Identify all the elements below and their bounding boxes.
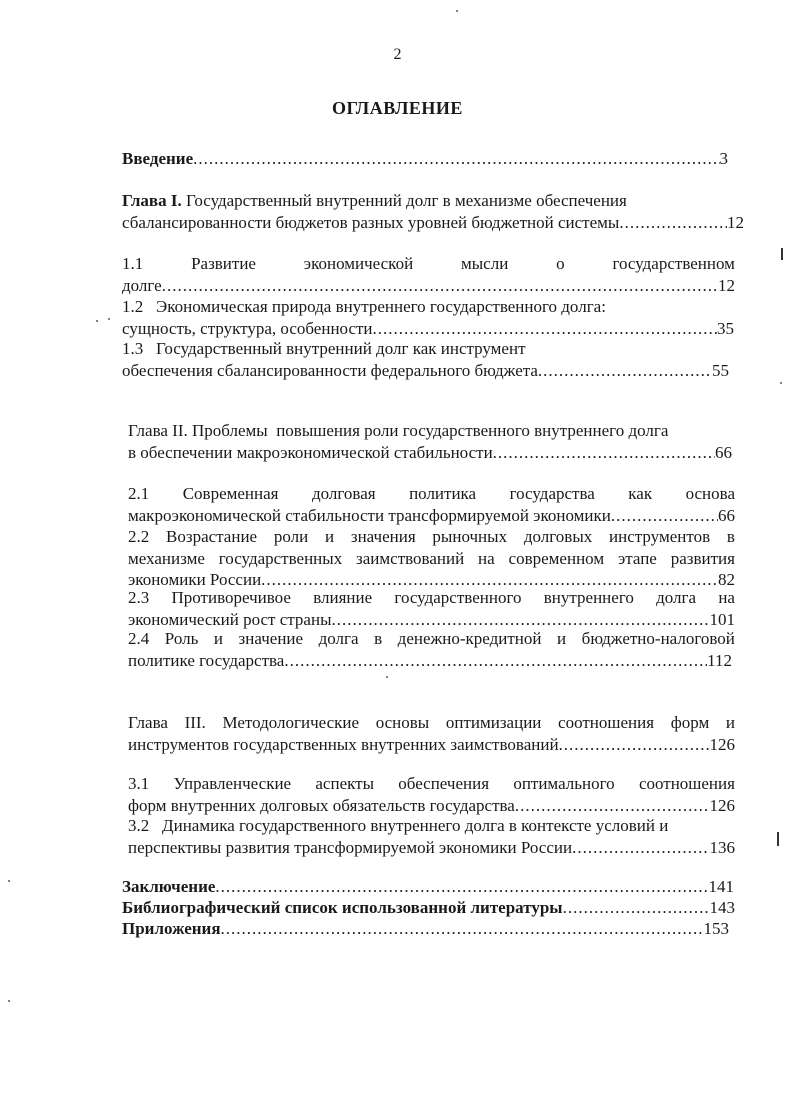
section-number: 1.3 [122,339,144,358]
chapter-2-title-line2: в обеспечении макроэкономической стабильности [128,442,493,462]
word: мысли [461,254,509,273]
leader-dots [572,837,709,859]
leader-dots [515,795,710,817]
word: бюджетно-налоговой [581,629,735,648]
word: механизме [128,548,205,568]
word: государства [509,484,595,503]
section-number: 2.3 [128,588,150,607]
toc-conclusion[interactable] [122,876,734,898]
toc-section-3-1[interactable] [128,773,735,816]
section-title-end: долге [122,275,162,295]
scan-mark [777,832,779,846]
section-page: 101 [709,609,735,629]
appendix-page: 153 [703,919,729,938]
section-title-end: политике государства [128,650,285,670]
toc-section-2-3[interactable] [128,587,735,630]
section-title-end: форм внутренних долговых обязательств государства [128,795,515,815]
section-title-end: сущность, структура, особенности [122,318,373,338]
section-number: 2.2 [128,527,150,546]
bibliography-page: 143 [709,898,735,917]
chapter-2-title-line1: Глава II. Проблемы повышения роли государственного внутреннего долга [128,421,669,440]
leader-dots [373,318,717,340]
word: роли [273,527,309,546]
leader-dots [221,918,704,940]
chapter-3-title-line2: инструментов государственных внутренних заимствований [128,734,559,754]
chapter-1-title-line2: сбалансированности бюджетов разных уровней бюджетной системы [122,212,620,232]
page-number: 2 [393,46,402,63]
word: долга [656,588,697,607]
word: аспекты [315,774,374,793]
leader-dots [559,734,710,756]
word: и [557,629,567,648]
section-page: 112 [707,650,732,670]
section-number: 2.4 [128,629,150,648]
word: внутреннего [543,588,634,607]
word: основа [685,484,735,503]
section-number: 1.1 [122,254,144,273]
section-title-end: экономический рост страны [128,609,332,629]
word: основы [375,713,430,732]
section-title-end: перспективы развития трансформируемой экономики России [128,837,573,857]
section-number: 2.1 [128,484,150,503]
word: Методологические [222,713,360,732]
word: оптимального [513,774,615,793]
leader-dots [611,505,718,527]
scan-speck [8,880,10,882]
section-number: 3.1 [128,774,150,793]
word: влияние [313,588,373,607]
word: и [725,713,735,732]
section-title-line1: Динамика государственного внутреннего долга в контексте условий и [162,816,669,835]
intro-label: Введение [122,149,194,168]
section-title-line1: Государственный внутренний долг как инструмент [156,339,526,358]
word: Противоречивое [171,588,291,607]
page-title: ОГЛАВЛЕНИЕ [332,98,463,118]
section-number: 3.2 [128,816,150,835]
scan-speck [386,676,388,678]
chapter-1-title-line1: Государственный внутренний долг в механизме обеспечения [185,191,627,210]
word: политика [409,484,477,503]
word: Роль [164,629,199,648]
section-title-end: экономики России [128,570,262,589]
word: значение [238,629,304,648]
toc-section-3-2[interactable] [128,815,735,858]
word: заимствований [356,548,465,568]
intro-page: 3 [719,149,728,168]
word: Управленческие [173,774,292,793]
word: в [726,527,735,546]
toc-section-1-3[interactable] [122,338,729,381]
word: этапе [617,548,657,568]
word: современном [508,548,605,568]
toc-chapter-3[interactable] [128,712,735,755]
word: на [718,588,735,607]
word: государственном [612,254,735,273]
toc-section-2-4[interactable] [128,628,735,671]
section-page: 136 [709,837,735,857]
word: III. [184,713,206,732]
word: и [324,527,335,546]
section-page: 55 [712,360,729,380]
scan-mark [781,248,783,260]
word: инструментов [609,527,711,546]
section-page: 126 [709,795,735,815]
section-title-end: макроэкономической стабильности трансформируемой экономики [128,505,611,525]
word: денежно-кредитной [397,629,542,648]
section-page: 35 [717,318,734,338]
word: в [374,629,383,648]
word: долга [318,629,359,648]
section-page: 82 [718,570,735,589]
leader-dots [619,212,727,234]
scan-speck [8,1000,10,1002]
scan-speck [108,318,110,320]
toc-section-1-1[interactable] [122,253,735,296]
bibliography-label: Библиографический список использованной литературы [122,898,563,917]
section-title-line1: Экономическая природа внутреннего государственного долга: [156,297,606,316]
toc-section-1-2[interactable] [122,296,734,339]
word: обеспечения [398,774,490,793]
word: Развитие [191,254,256,273]
word: Современная [182,484,279,503]
word: о [556,254,565,273]
scan-speck [96,320,98,322]
chapter-1-page: 12 [727,212,744,232]
scan-speck [780,382,782,384]
leader-dots [193,148,719,170]
word: и [213,629,223,648]
section-title-end: обеспечения сбалансированности федерального бюджета [122,360,538,380]
word: значения [350,527,416,546]
word: развития [670,548,735,568]
conclusion-label: Заключение [122,877,216,896]
word: как [628,484,653,503]
chapter-2-page: 66 [715,442,732,462]
word: рыночных [432,527,508,546]
scan-speck [456,10,458,12]
word: долговых [523,527,593,546]
toc-section-2-1[interactable] [128,483,735,526]
leader-dots [284,650,707,672]
appendix-label: Приложения [122,919,221,938]
chapter-1-prefix: Глава I. [122,191,182,210]
word: соотношения [558,713,655,732]
leader-dots [563,897,710,919]
word: Возрастание [166,527,258,546]
leader-dots [332,609,710,631]
word: экономической [303,254,414,273]
word: форм [670,713,710,732]
word: государственных [218,548,343,568]
toc-chapter-1[interactable] [122,190,744,233]
leader-dots [538,360,712,382]
chapter-3-page: 126 [709,734,735,754]
word: оптимизации [445,713,542,732]
leader-dots [493,442,715,464]
leader-dots [162,275,718,297]
word: долговая [311,484,376,503]
section-page: 66 [718,505,735,525]
word: соотношения [638,774,735,793]
toc-chapter-2[interactable] [128,420,732,463]
leader-dots [215,876,708,898]
word: государственного [394,588,522,607]
conclusion-page: 141 [708,877,734,896]
word: на [478,548,495,568]
word: Глава [128,713,168,732]
section-page: 12 [718,275,735,295]
toc-section-2-2[interactable] [128,526,735,591]
toc-bibliography[interactable] [122,897,735,919]
toc-intro[interactable] [122,148,728,170]
section-number: 1.2 [122,297,144,316]
toc-appendix[interactable] [122,918,729,940]
